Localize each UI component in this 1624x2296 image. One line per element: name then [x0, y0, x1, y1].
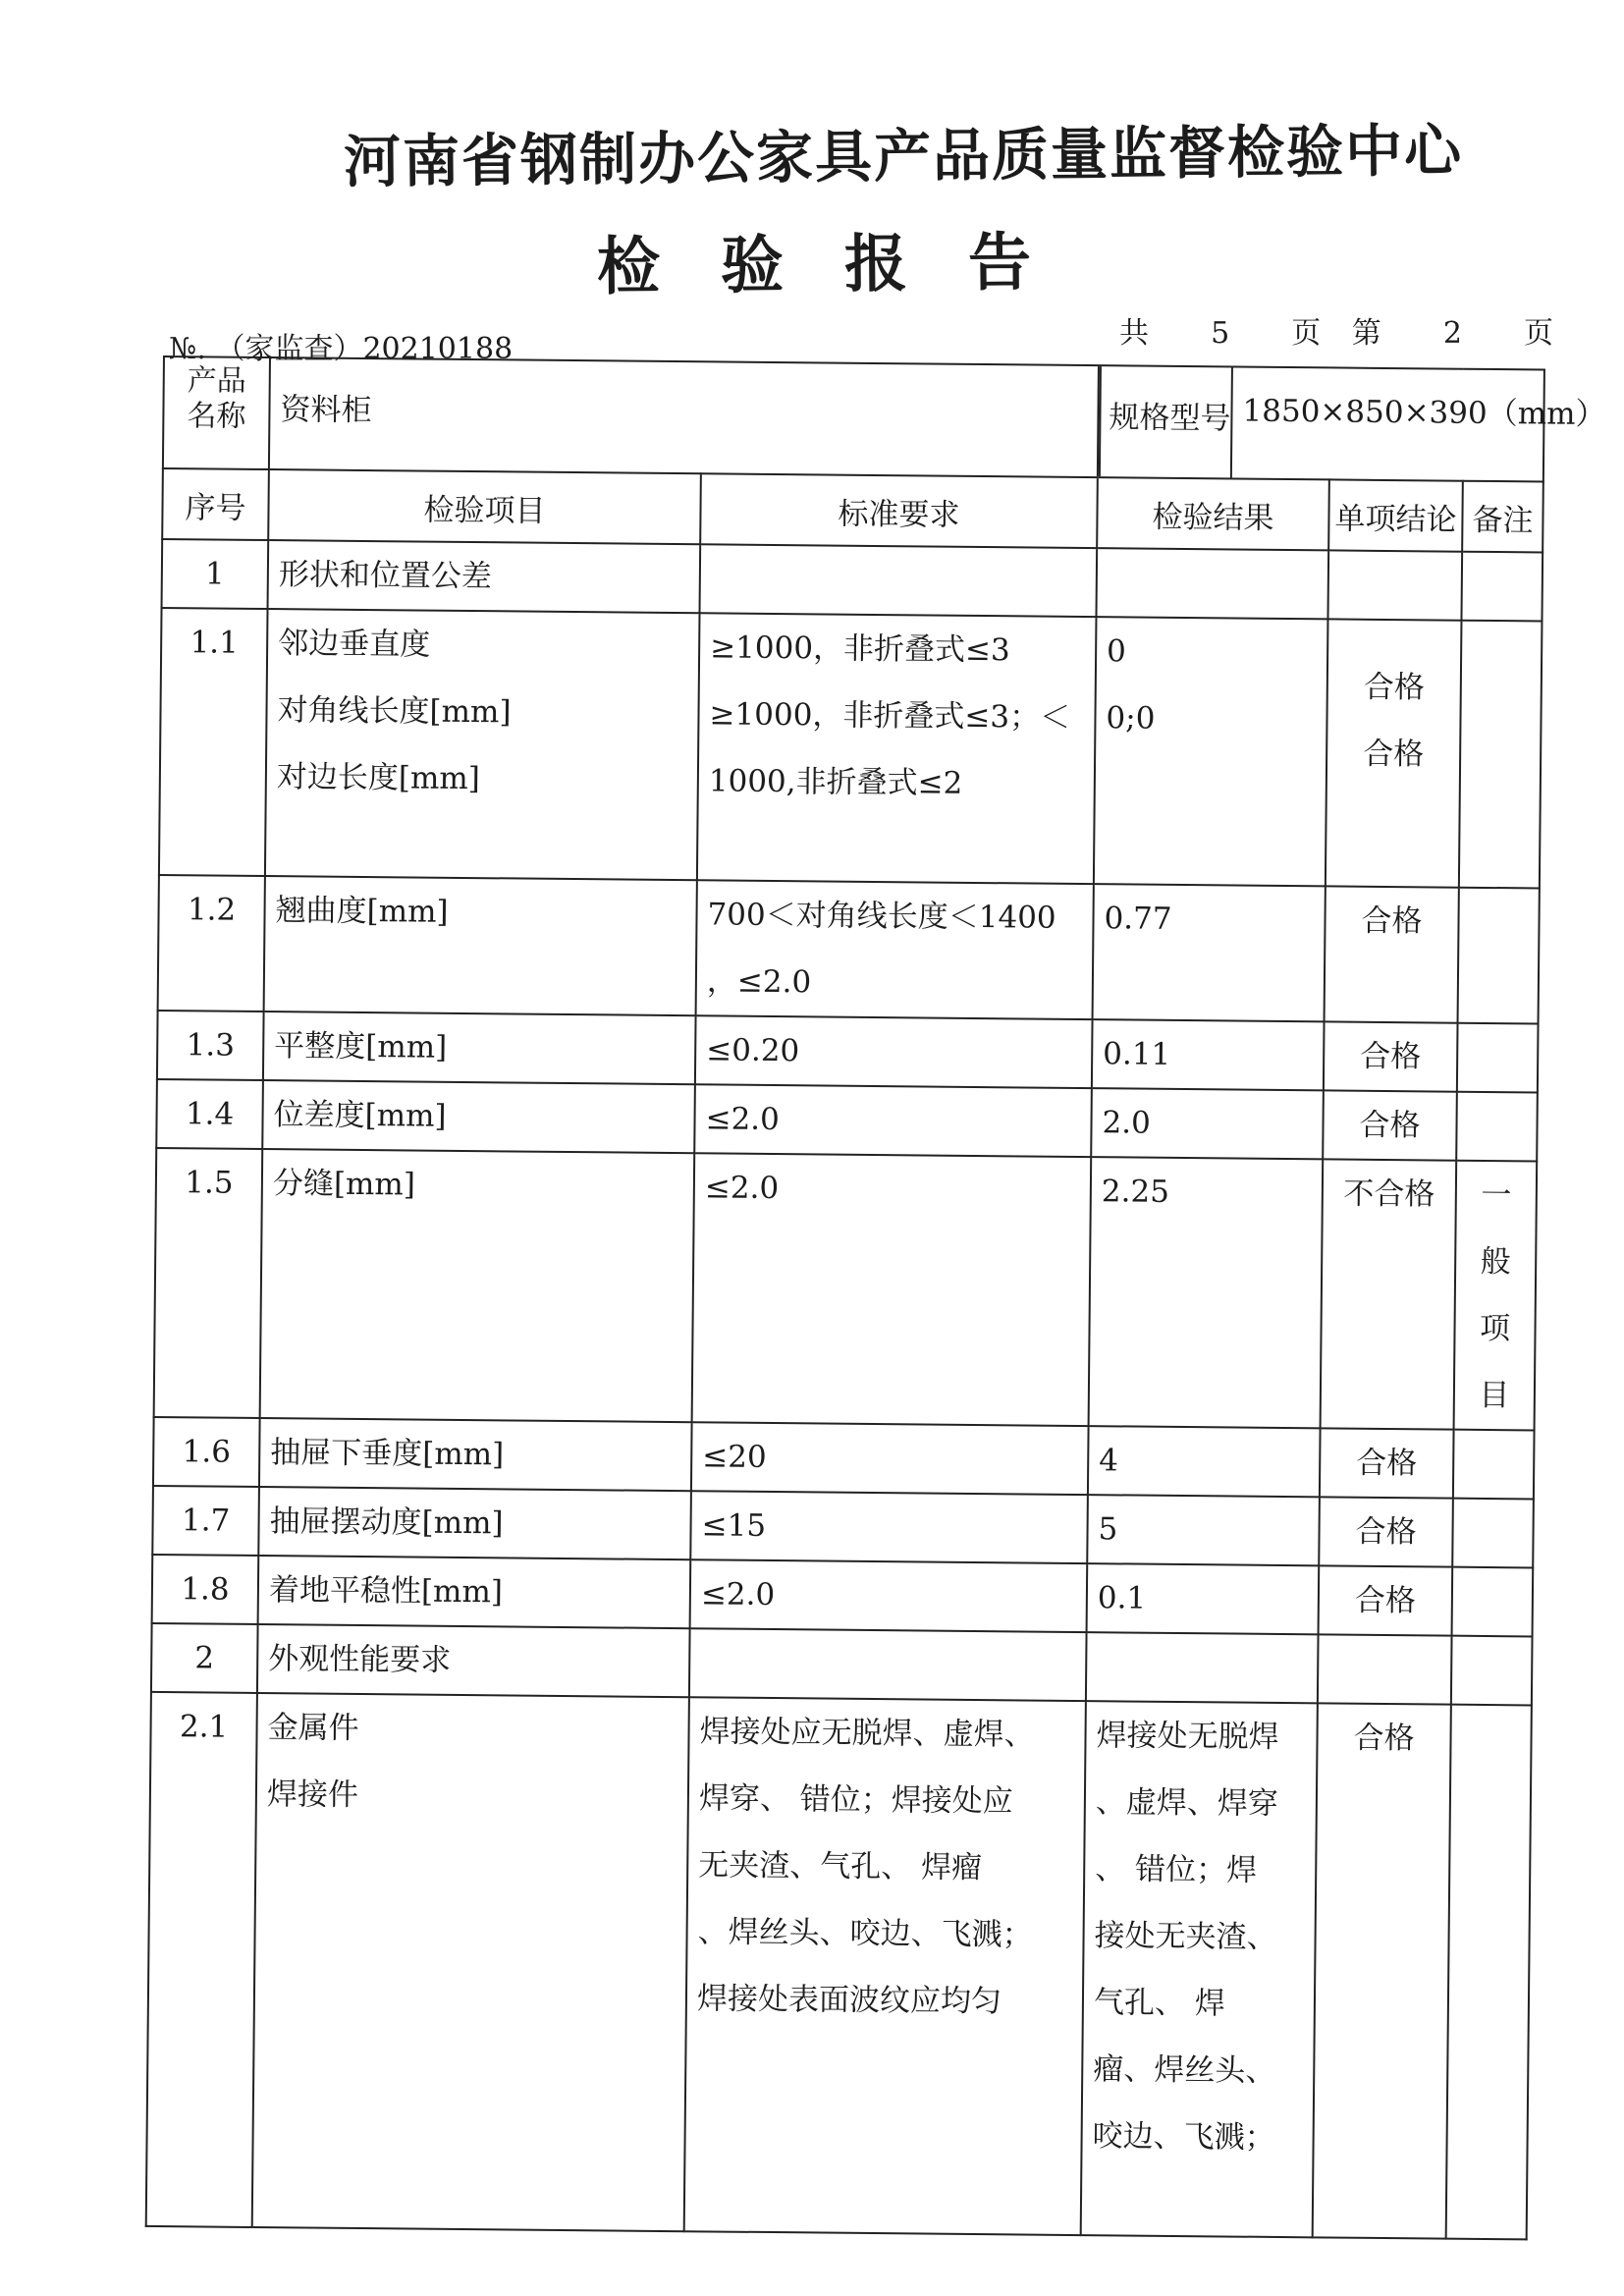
cell-line: ≥1000，非折叠式≤3: [709, 629, 1010, 669]
cell-line: 合格: [1360, 1038, 1422, 1075]
row-item: [257, 1624, 690, 1697]
row-result: [1088, 1426, 1321, 1497]
cell-line: 抽屉下垂度[mm]: [270, 1435, 505, 1473]
cell-line: [1453, 1568, 1532, 1569]
table-row: [162, 539, 1543, 621]
row-conclusion: [1324, 1021, 1458, 1091]
row-seq: 1.7: [152, 1486, 259, 1556]
report-number: №. （家监查）20210188: [169, 332, 514, 366]
table-row: [156, 1079, 1538, 1161]
cell-line: 金属件: [267, 1710, 359, 1746]
cell-line: 焊接处应无脱焊、虚焊、: [699, 1714, 1035, 1753]
cell-line: 5: [1098, 1511, 1118, 1548]
remark-char: 目: [1479, 1377, 1510, 1414]
row-seq: 1.2: [158, 875, 265, 1011]
row-conclusion: [1313, 1703, 1451, 2238]
cell-line: 分缝[mm]: [272, 1166, 416, 1203]
remark-char: 般: [1480, 1243, 1511, 1281]
cell-line: 0: [1106, 633, 1127, 670]
col-result-header: 检验结果: [1097, 477, 1329, 550]
cell-line: 合格: [1353, 1720, 1415, 1757]
col-conclusion-header: 单项结论: [1328, 479, 1463, 551]
cell-line: 、 错位；焊: [1095, 1851, 1258, 1888]
row-seq: 1.8: [152, 1555, 259, 1624]
cell-line: [1458, 1093, 1537, 1094]
col-remark-header: 备注: [1462, 481, 1543, 553]
row-item: [265, 609, 700, 880]
row-result: [1081, 1701, 1318, 2237]
row-seq: 1.1: [159, 608, 268, 876]
row-seq: 1.3: [157, 1011, 264, 1080]
row-seq: 1.6: [153, 1417, 260, 1487]
cell-line: 平整度[mm]: [274, 1028, 448, 1066]
row-item: [263, 1011, 696, 1084]
cell-line: ≤2.0: [700, 1576, 776, 1613]
row-conclusion: [1318, 1634, 1452, 1704]
cell-line: [1462, 622, 1541, 623]
row-conclusion: [1325, 886, 1459, 1022]
cell-line: 0.1: [1097, 1580, 1147, 1616]
row-item: [260, 1149, 695, 1422]
cell-line: ，≤2.0: [706, 963, 812, 1001]
cell-line: [1329, 551, 1461, 552]
row-standard: [695, 1015, 1093, 1088]
cell-line: 合格: [1356, 1445, 1418, 1482]
cell-line: 着地平稳性[mm]: [268, 1572, 504, 1611]
cell-line: 外观性能要求: [268, 1641, 452, 1678]
cell-line: [1320, 1635, 1451, 1636]
row-conclusion: [1327, 550, 1462, 620]
row-standard: [689, 1628, 1087, 1701]
table-row: [158, 875, 1540, 1023]
cell-line: 合格: [1361, 902, 1423, 940]
row-standard: [690, 1491, 1088, 1563]
cell-line: ≤2.0: [704, 1170, 780, 1207]
row-result: [1087, 1495, 1320, 1565]
cell-line: 焊接处表面波纹应均匀: [696, 1981, 1002, 2020]
cell-line: 4: [1099, 1443, 1119, 1479]
row-conclusion: [1319, 1497, 1453, 1566]
cell-line: 合格: [1359, 1107, 1421, 1144]
row-standard: [700, 544, 1098, 617]
cell-line: 翘曲度[mm]: [275, 893, 449, 930]
col-standard-header: 标准要求: [700, 473, 1098, 548]
row-remark: [1459, 621, 1543, 889]
cell-line: ≤20: [702, 1439, 767, 1475]
cell-line: ≤15: [701, 1507, 767, 1544]
row-remark: [1453, 1430, 1535, 1500]
row-conclusion: [1326, 619, 1462, 887]
row-standard: [697, 613, 1097, 884]
row-item: [262, 1080, 695, 1153]
cell-line: 抽屉摆动度[mm]: [269, 1503, 504, 1542]
spec-label: 规格型号: [1099, 366, 1233, 477]
cell-line: 焊穿、 错位；焊接处应: [698, 1780, 1013, 1820]
row-remark: [1446, 1705, 1532, 2240]
cell-line: 瘤、焊丝头、: [1093, 2051, 1276, 2089]
inspection-table: [145, 355, 1606, 2240]
cell-line: 合格: [1354, 1582, 1417, 1619]
cell-line: ≥1000，非折叠式≤3；＜: [709, 696, 1071, 736]
cell-line: 焊接处无脱焊: [1096, 1718, 1279, 1755]
row-result: [1089, 1157, 1324, 1428]
row-result: [1093, 884, 1326, 1021]
cell-line: 不合格: [1343, 1175, 1435, 1213]
cell-line: ≤2.0: [705, 1101, 781, 1138]
row-remark: [1461, 552, 1543, 622]
cell-line: 合格: [1363, 669, 1425, 706]
row-conclusion: [1321, 1159, 1457, 1429]
row-conclusion: [1319, 1565, 1453, 1635]
row-remark: [1452, 1499, 1534, 1568]
table-body: [146, 356, 1606, 2239]
cell-line: [1454, 1500, 1533, 1501]
table-row: [152, 1486, 1534, 1567]
cell-line: 合格: [1355, 1513, 1417, 1551]
row-remark: [1458, 888, 1540, 1024]
row-result: [1092, 1019, 1325, 1090]
row-item: [268, 540, 701, 613]
cell-line: 2.0: [1102, 1105, 1152, 1141]
cell-line: [1463, 553, 1542, 554]
cell-line: [1460, 889, 1539, 890]
row-result: [1087, 1563, 1320, 1634]
report-title: 检验报告: [596, 226, 1093, 304]
cell-line: 气孔、 焊: [1093, 1985, 1225, 2022]
column-header-row: [162, 468, 1543, 552]
row-seq: 2.1: [146, 1692, 257, 2227]
remark-char: 一: [1481, 1176, 1512, 1214]
product-name-label-line1: 产品: [187, 363, 246, 399]
row-seq: 1: [162, 539, 269, 609]
cell-line: 形状和位置公差: [278, 557, 493, 595]
row-remark: [1452, 1567, 1534, 1637]
row-standard: [696, 880, 1094, 1019]
cell-line: 对边长度[mm]: [276, 759, 481, 797]
row-item: [258, 1487, 691, 1559]
row-standard: [691, 1422, 1089, 1495]
row-item: [258, 1556, 691, 1628]
row-result: [1086, 1632, 1319, 1703]
row-standard: [684, 1697, 1086, 2235]
cell-line: 邻边垂直度: [278, 626, 431, 663]
table-row: [152, 1555, 1534, 1636]
spec-cell: [1098, 365, 1606, 481]
row-remark: [1454, 1161, 1538, 1431]
row-item: [252, 1693, 689, 2231]
row-standard: [692, 1153, 1092, 1426]
row-item: [259, 1418, 692, 1491]
cell-line: [1453, 1637, 1532, 1638]
cell-line: 1000,非折叠式≤2: [708, 763, 963, 801]
table-row: [153, 1417, 1535, 1499]
row-standard: [694, 1084, 1092, 1157]
page-info: 共 5 页 第 2 页: [1119, 316, 1553, 351]
inspection-table-wrapper: [145, 355, 1606, 2214]
remark-char: 项: [1479, 1310, 1511, 1347]
table-row: [151, 1623, 1533, 1705]
cell-line: 2.25: [1101, 1174, 1170, 1210]
col-seq-header: 序号: [162, 468, 269, 540]
spec-value: 1850×850×390（mm）: [1242, 393, 1606, 433]
row-conclusion: [1320, 1428, 1454, 1498]
cell-line: [1452, 1706, 1531, 1707]
cell-line: 合格: [1362, 736, 1425, 773]
row-result: [1096, 548, 1328, 619]
product-name-value: 资料柜: [269, 357, 1099, 477]
col-item-header: 检验项目: [268, 469, 701, 544]
cell-line: [1455, 1431, 1534, 1432]
table-row: [146, 1692, 1532, 2239]
table-row: [159, 608, 1543, 888]
cell-line: 咬边、飞溅；: [1092, 2118, 1275, 2156]
cell-line: 700＜对角线长度＜1400: [707, 897, 1056, 936]
row-remark: [1451, 1636, 1533, 1706]
cell-line: 0.77: [1104, 901, 1172, 937]
row-seq: 2: [151, 1623, 258, 1693]
table-row: [157, 1011, 1539, 1092]
row-result: [1094, 617, 1328, 886]
row-remark: [1457, 1023, 1539, 1093]
cell-line: 对角线长度[mm]: [277, 692, 512, 731]
cell-line: 位差度[mm]: [273, 1097, 447, 1134]
row-seq: 1.5: [154, 1148, 263, 1418]
cell-line: [1459, 1024, 1538, 1025]
cell-line: 无夹渣、气孔、 焊瘤: [698, 1847, 983, 1886]
product-name-label-line2: 名称: [187, 399, 246, 434]
row-seq: 1.4: [156, 1079, 263, 1149]
cell-line: 、虚焊、焊穿: [1095, 1784, 1279, 1822]
row-conclusion: [1323, 1090, 1457, 1160]
cell-line: 接处无夹渣、: [1094, 1918, 1277, 1955]
cell-line: ≤0.20: [706, 1032, 800, 1069]
product-row: [163, 356, 1544, 481]
org-title: 河南省钢制办公家具产品质量监督检验中心: [343, 117, 1464, 195]
cell-line: 焊接件: [266, 1777, 359, 1813]
row-item: [264, 876, 697, 1015]
table-row: [154, 1148, 1538, 1430]
row-standard: [690, 1559, 1088, 1632]
row-result: [1091, 1088, 1324, 1159]
cell-line: 0.11: [1103, 1036, 1171, 1072]
product-name-label: [163, 356, 270, 469]
row-remark: [1456, 1092, 1538, 1162]
cell-line: 、焊丝头、咬边、飞溅；: [697, 1914, 1033, 1953]
cell-line: 0;0: [1106, 700, 1156, 737]
